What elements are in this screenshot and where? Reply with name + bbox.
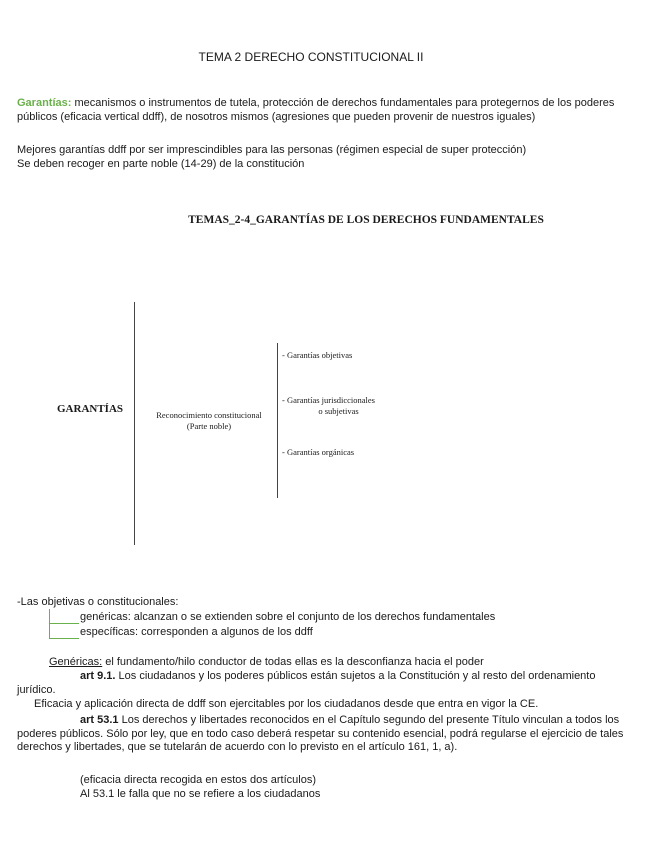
diagram-heading: TEMAS_2-4_GARANTÍAS DE LOS DERECHOS FUNDAMENTALES [188, 214, 544, 226]
objetivas-bracket [49, 609, 50, 639]
diagram-branch-objetivas: - Garantías objetivas [282, 350, 353, 360]
art-53-1-paragraph [17, 714, 627, 755]
note-eficacia-directa: (eficacia directa recogida en estos dos artículos) [80, 774, 317, 786]
art-9-1-label: art 9.1. [80, 670, 116, 682]
note-53-1: Al 53.1 le falla que no se refiere a los ciudadanos [80, 788, 321, 800]
garantias-term: Garantías: [17, 97, 72, 109]
diagram-middle-label-1: Reconocimiento constitucional [156, 410, 262, 420]
garantias-definition: mecanismos o instrumentos de tutela, protección de derechos fundamentales para protegernos de los poderes públicos (eficacia vertical ddff), de nosotros mismos (agresiones que pueden provenir de nuestros iguales) [17, 97, 615, 123]
diagram-middle-label-2: (Parte noble) [186, 421, 232, 431]
objetivas-bracket-tick-1 [49, 623, 79, 624]
art-9-1-text: Los ciudadanos y los poderes públicos están sujetos a la Constitución y al resto del ordenamiento jurídico. [17, 670, 596, 696]
eficacia-line: Eficacia y aplicación directa de ddff son ejercitables por los ciudadanos desde que entra en vigor la CE. [34, 698, 539, 710]
page-title: TEMA 2 DERECHO CONSTITUCIONAL II [198, 50, 424, 64]
objetivas-bracket-tick-2 [49, 638, 79, 639]
intro-line-3: Se deben recoger en parte noble (14-29) de la constitución [17, 158, 305, 170]
art-53-1-label: art 53.1 [80, 714, 119, 726]
diagram-branch-subjetivas: o subjetivas [318, 406, 359, 416]
genericas-text: el fundamento/hilo conductor de todas ellas es la desconfianza hacia el poder [102, 656, 484, 668]
intro-paragraph [17, 97, 627, 124]
art-9-1-paragraph [17, 670, 627, 697]
diagram-root-label: GARANTÍAS [57, 403, 124, 415]
intro-line-2: Mejores garantías ddff por ser imprescindibles para las personas (régimen especial de super protección) [17, 144, 527, 156]
diagram-branch-organicas: - Garantías orgánicas [282, 447, 355, 457]
art-53-1-text: Los derechos y libertades reconocidos en el Capítulo segundo del presente Título vinculan a todos los poderes públicos. Sólo por ley, que en todo caso deberá respetar su contenido esencial, podrá regularse el ejercicio de tales derechos y libertades, que se tutelarán de acuerdo con lo previsto en el artículo 161, 1, a). [17, 714, 624, 753]
diagram-left-bracket-line [134, 302, 135, 545]
objetivas-genericas: genéricas: alcanzan o se extienden sobre el conjunto de los derechos fundamentales [80, 611, 496, 623]
objetivas-especificas: específicas: corresponden a algunos de los ddff [80, 626, 313, 638]
diagram-branch-jurisdiccionales: - Garantías jurisdiccionales [282, 395, 375, 405]
objetivas-heading: -Las objetivas o constitucionales: [17, 596, 179, 608]
diagram-right-bracket-line [277, 343, 278, 498]
genericas-label: Genéricas: [49, 656, 103, 668]
genericas-line [49, 656, 484, 668]
